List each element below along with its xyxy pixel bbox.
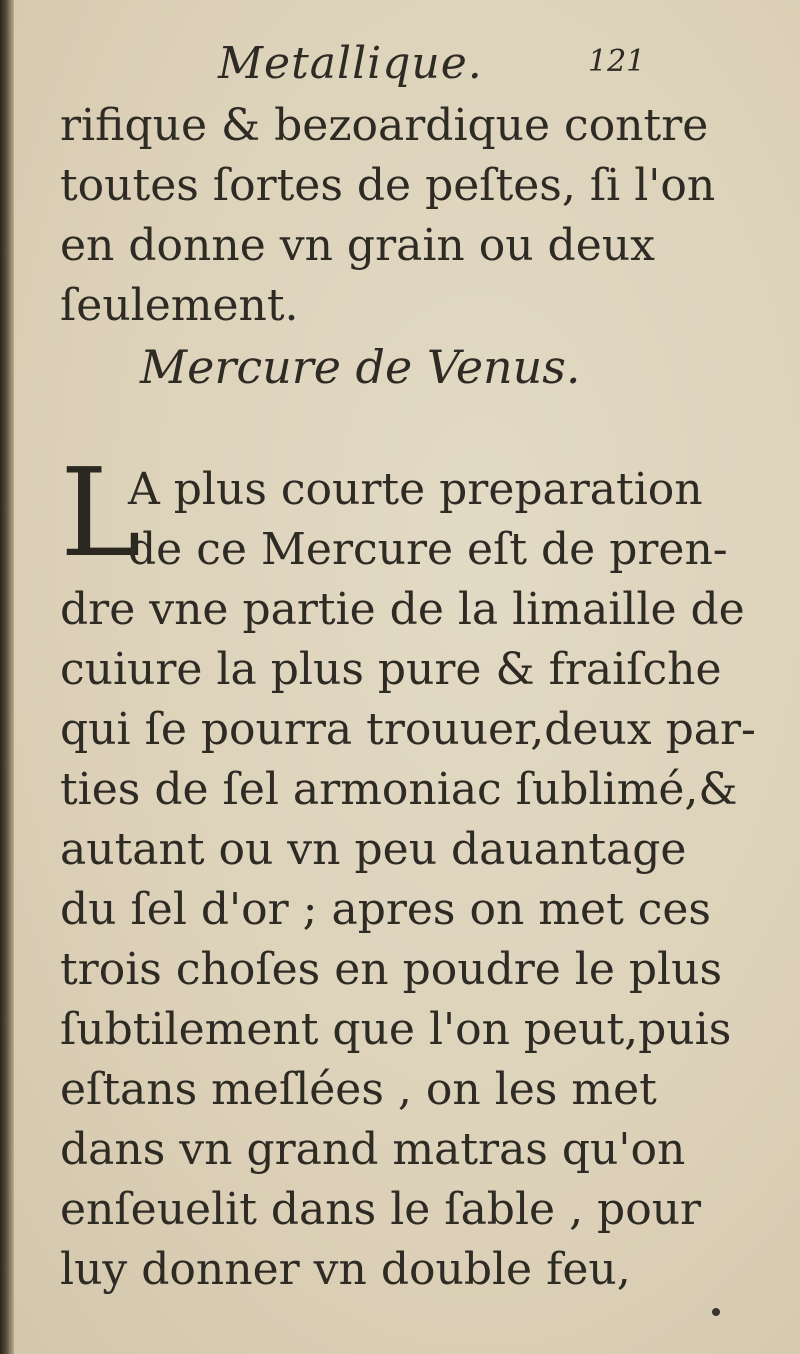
section-heading: Mercure de Venus. bbox=[140, 340, 581, 394]
ink-speck bbox=[712, 1308, 720, 1316]
text-line: ties de ſel armoniac ſublimé,& bbox=[60, 764, 738, 815]
continuation-paragraph bbox=[60, 96, 716, 336]
text-line: A plus courte preparation bbox=[128, 464, 703, 515]
text-line: ſeulement. bbox=[60, 280, 299, 331]
text-line: enſeuelit dans le ſable , pour bbox=[60, 1184, 702, 1235]
text-line: trois choſes en poudre le plus bbox=[60, 944, 723, 995]
running-head bbox=[0, 38, 800, 98]
text-line: dans vn grand matras qu'on bbox=[60, 1124, 686, 1175]
text-line: luy donner vn double feu, bbox=[60, 1244, 631, 1295]
text-line: eſtans meſlées , on les met bbox=[60, 1064, 657, 1115]
text-line: ſubtilement que l'on peut,puis bbox=[60, 1004, 732, 1055]
text-line: en donne vn grain ou deux bbox=[60, 220, 655, 271]
text-line: dre vne partie de la limaille de bbox=[60, 584, 745, 635]
running-title: Metallique. bbox=[218, 38, 483, 89]
text-line: de ce Mercure eſt de pren- bbox=[128, 524, 728, 575]
book-gutter bbox=[0, 0, 14, 1354]
text-line: qui ſe pourra trouuer,deux par- bbox=[60, 704, 756, 755]
section-paragraph bbox=[60, 460, 756, 1300]
text-line: cuiure la plus pure & fraiſche bbox=[60, 644, 722, 695]
page-number: 121 bbox=[588, 44, 646, 79]
text-line: toutes ſortes de peſtes, ſi l'on bbox=[60, 160, 716, 211]
text-line: rifique & bezoardique contre bbox=[60, 100, 709, 151]
drop-cap: L bbox=[60, 442, 142, 584]
text-line: autant ou vn peu dauantage bbox=[60, 824, 687, 875]
text-line: du ſel d'or ; apres on met ces bbox=[60, 884, 711, 935]
